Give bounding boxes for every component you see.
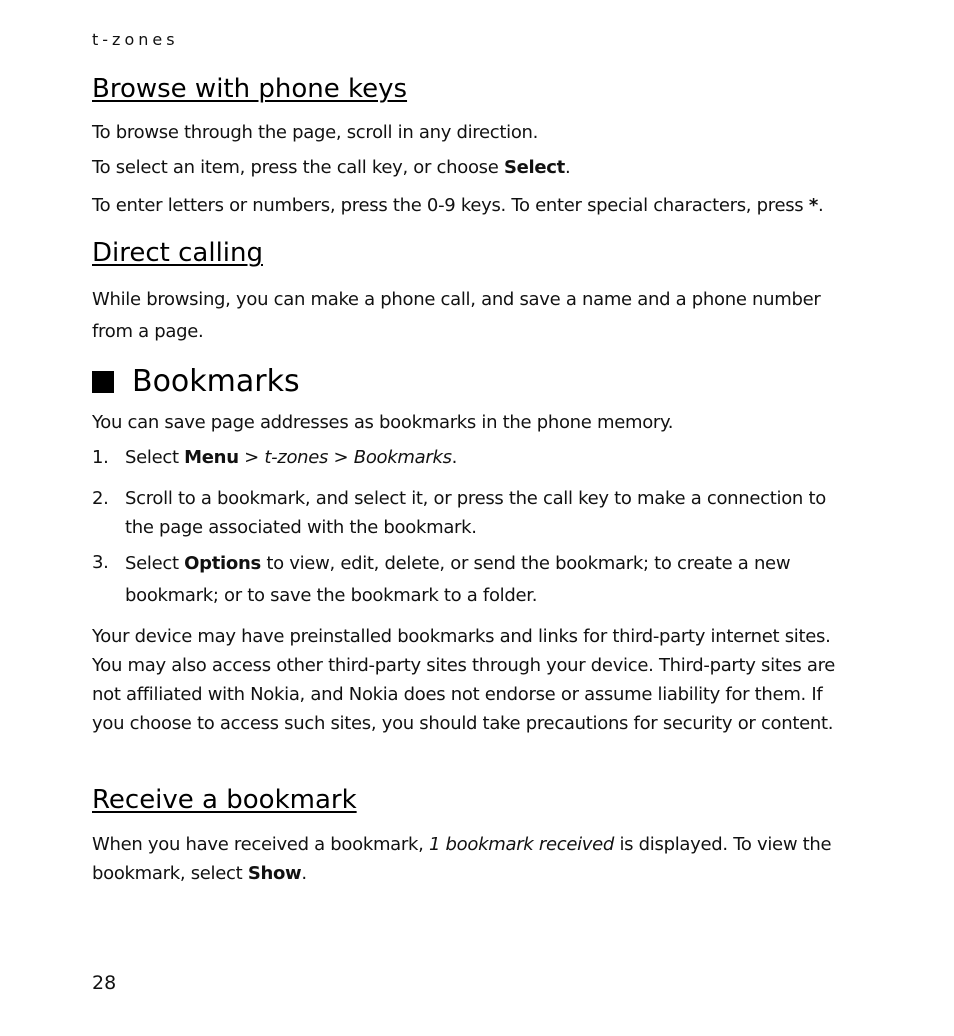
heading-text: Bookmarks [132,364,300,399]
heading-browse: Browse with phone keys [92,74,408,104]
browse-paragraph-3 [92,191,844,221]
list-text [125,443,845,473]
list-item [92,484,844,544]
list-number: 2. [92,488,109,509]
page-number: 28 [92,972,117,994]
text: Select [125,553,185,574]
tzones-keyword: t-zones [264,447,329,468]
list-item [92,548,844,612]
list-number: 1. [92,447,109,468]
star-key: * [808,195,818,216]
text: Select [125,447,185,468]
select-keyword: Select [503,157,565,178]
disclaimer-paragraph: Your device may have preinstalled bookmarks and links for third-party internet sites. You may also access other third-party sites through your device. Third-party sites are not affiliated with Nokia, and Nokia does not endorse or assume liability for them. If you choose to access such sites, you should take precautions for security or content. [92,626,836,734]
heading-bookmarks [92,364,300,399]
text: is displayed. To view the bookmark, select [92,834,832,884]
list-number: 3. [92,552,109,573]
running-head: t-zones [92,30,179,49]
text: . [451,447,458,468]
browse-paragraph-2 [92,153,844,183]
text: > [328,447,354,468]
options-keyword: Options [184,553,261,574]
menu-keyword: Menu [184,447,239,468]
receive-paragraph [92,830,844,888]
text: to view, edit, delete, or send the bookmark; to create a new bookmark; or to save the bookmark to a folder. [125,553,791,606]
text: . [817,195,824,216]
text: . [564,157,571,178]
direct-calling-paragraph: While browsing, you can make a phone call, and save a name and a phone number from a page. [92,289,821,342]
section-square-icon [92,371,114,393]
heading-receive-bookmark: Receive a bookmark [92,785,357,815]
bookmarks-keyword: Bookmarks [353,447,452,468]
bookmarks-intro: You can save page addresses as bookmarks in the phone memory. [92,412,674,433]
browse-paragraph-1: To browse through the page, scroll in any direction. [92,122,539,143]
received-message: 1 bookmark received [428,834,615,855]
text: . [301,863,307,884]
list-text: Scroll to a bookmark, and select it, or press the call key to make a connection to the page associated with the bookmark. [125,488,826,538]
show-keyword: Show [247,863,302,884]
list-text [125,548,845,612]
heading-direct-calling: Direct calling [92,238,263,268]
text: To enter letters or numbers, press the 0-9 keys. To enter special characters, press [92,195,809,216]
text: > [238,447,265,468]
text: When you have received a bookmark, [92,834,429,855]
text: To select an item, press the call key, or choose [92,157,504,178]
